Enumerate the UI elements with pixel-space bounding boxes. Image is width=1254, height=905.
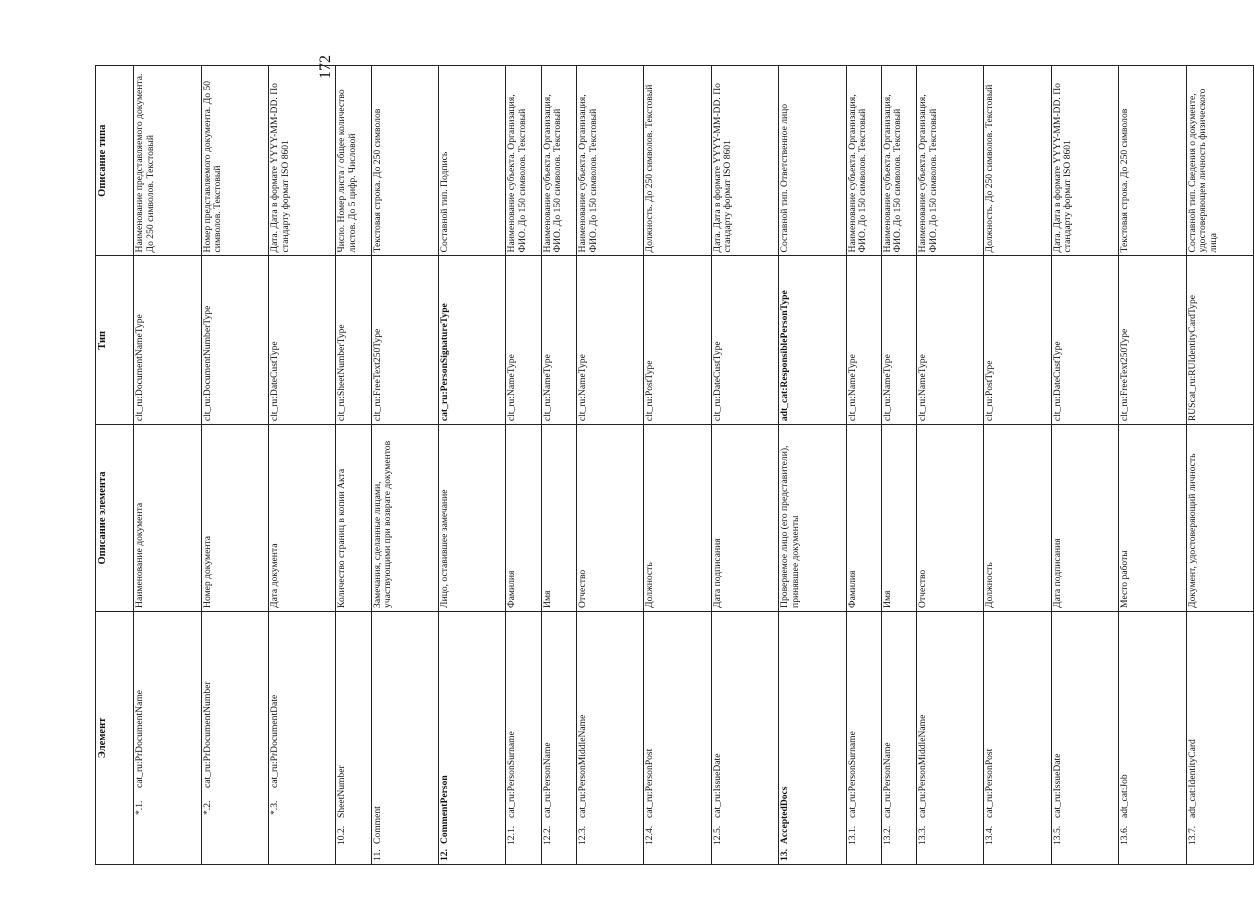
element-number: 13.6. [1119, 825, 1131, 845]
cell-type: adt_cat:ResponsiblePersonType [779, 256, 846, 425]
cell-element [371, 611, 438, 864]
table-header-row [96, 66, 134, 865]
element-name: cat_ru:PersonSurname [846, 731, 858, 818]
element-name: cat_ru:IssueDate [1051, 753, 1063, 818]
cell-element [1186, 611, 1253, 864]
element-name: cat_ru:PrDocumentName [134, 689, 146, 788]
cell-type-description: Текстовая строка. До 250 символов [371, 66, 438, 256]
cell-type-description: Дата. Дата в формате YYYY-MM-DD. По стандарту формат ISO 8601 [269, 66, 336, 256]
table-row [1119, 66, 1186, 865]
cell-type-description: Составной тип. Ответственное лицо [779, 66, 846, 256]
table-row [371, 66, 438, 865]
cell-description: Наименование документа [134, 425, 201, 612]
cell-type-description: Наименование субъекта. Организация, ФИО. До 150 символов. Текстовый [506, 66, 541, 256]
header-type: Тип [96, 256, 134, 425]
cell-type-description: Составной тип. Сведения о документе, удостоверяющем личность физического лица [1186, 66, 1253, 256]
table-row [846, 66, 881, 865]
element-number: 13.7. [1186, 825, 1198, 845]
element-number: 12.4. [644, 825, 656, 845]
table-row [1051, 66, 1118, 865]
element-name: cat_ru:PersonPost [984, 748, 996, 818]
table-row [1186, 66, 1253, 865]
cell-description: Отчество [916, 425, 983, 612]
cell-type-description: Наименование субъекта. Организация, ФИО. До 150 символов. Текстовый [881, 66, 916, 256]
element-number: *.1. [134, 800, 146, 815]
cell-type-description: Составной тип. Подпись [439, 66, 506, 256]
element-number: 12.3. [576, 825, 588, 845]
cell-type-description: Наименование субъекта. Организация, ФИО. До 150 символов. Текстовый [541, 66, 576, 256]
element-number: *.3. [269, 800, 281, 815]
table-row [336, 66, 371, 865]
cell-type: cat_ru:PersonSignatureType [439, 256, 506, 425]
table-row [134, 66, 201, 865]
element-number: 12. [439, 849, 451, 861]
element-name: cat_ru:IssueDate [711, 753, 723, 818]
cell-description: Должность [984, 425, 1051, 612]
cell-type-description: Наименование субъекта. Организация, ФИО. До 150 символов. Текстовый [576, 66, 643, 256]
element-number: 12.2. [541, 825, 553, 845]
element-number: 13.3. [916, 825, 928, 845]
cell-element [201, 611, 268, 864]
element-number: 13.1. [846, 825, 858, 845]
cell-element [916, 611, 983, 864]
element-name: AcceptedDocs [779, 786, 791, 844]
table-row [269, 66, 336, 865]
cell-description: Количество страниц в копии Акта [336, 425, 371, 612]
cell-type-description: Дата. Дата в формате YYYY-MM-DD. По стандарту формат ISO 8601 [1051, 66, 1118, 256]
cell-description: Дата подписания [1051, 425, 1118, 612]
element-number: 12.5. [711, 825, 723, 845]
element-number: 13.5. [1051, 825, 1063, 845]
element-number: *.2. [201, 800, 213, 815]
cell-type: clt_ru:DocumentNameType [134, 256, 201, 425]
header-element: Элемент [96, 611, 134, 864]
cell-description: Должность [644, 425, 711, 612]
table-row [439, 66, 506, 865]
cell-element [336, 611, 371, 864]
table-row [201, 66, 268, 865]
cell-type: clt_ru:NameType [881, 256, 916, 425]
cell-type-description: Номер представляемого документа. До 50 символов. Текстовый [201, 66, 268, 256]
cell-description: Фамилия [846, 425, 881, 612]
cell-description: Имя [881, 425, 916, 612]
element-name: cat_ru:PersonSurname [506, 731, 518, 818]
cell-element [644, 611, 711, 864]
cell-type: clt_ru:DateCustType [1051, 256, 1118, 425]
cell-type: clt_ru:NameType [541, 256, 576, 425]
element-number: 11. [371, 849, 383, 861]
cell-element [846, 611, 881, 864]
rotated-content [95, 65, 1220, 865]
cell-type: clt_ru:DateCustType [711, 256, 778, 425]
element-number: 13.2. [881, 825, 893, 845]
cell-type: clt_ru:SheetNumberType [336, 256, 371, 425]
cell-type-description: Число. Номер листа / общее количество листов. До 5 цифр. Числовой [336, 66, 371, 256]
cell-description: Номер документа [201, 425, 268, 612]
cell-element [134, 611, 201, 864]
table-row [984, 66, 1051, 865]
cell-type: clt_ru:NameType [576, 256, 643, 425]
element-name: CommentPerson [439, 775, 451, 844]
page-number: 172 [317, 55, 334, 79]
element-name: cat_ru:PrDocumentDate [269, 694, 281, 788]
table-row [916, 66, 983, 865]
table-row [541, 66, 576, 865]
cell-type: clt_ru:PostType [984, 256, 1051, 425]
element-name: cat_ru:PersonPost [644, 748, 656, 818]
element-number: 12.1. [506, 825, 518, 845]
element-table [95, 65, 1254, 865]
cell-element [711, 611, 778, 864]
table-row [644, 66, 711, 865]
cell-type-description: Должность. До 250 символов. Текстовый [644, 66, 711, 256]
cell-type: clt_ru:NameType [916, 256, 983, 425]
cell-element [541, 611, 576, 864]
cell-description: Проверяемое лицо (его представители), принявшее документы [779, 425, 846, 612]
cell-description: Замечания, сделанные лицами, участвующими при возврате документов [371, 425, 438, 612]
cell-element [881, 611, 916, 864]
table-row [779, 66, 846, 865]
element-number: 13. [779, 849, 791, 861]
element-number: 13.4. [984, 825, 996, 845]
cell-type-description: Наименование субъекта. Организация, ФИО. До 150 символов. Текстовый [916, 66, 983, 256]
element-name: cat_ru:PersonMiddleName [916, 714, 928, 818]
cell-element [269, 611, 336, 864]
element-name: Comment [371, 806, 383, 844]
cell-type-description: Наименование представляемого документа. До 250 символов. Текстовый [134, 66, 201, 256]
table-row [506, 66, 541, 865]
cell-description: Имя [541, 425, 576, 612]
cell-type-description: Должность. До 250 символов. Текстовый [984, 66, 1051, 256]
table-row [711, 66, 778, 865]
element-name: cat_ru:PersonName [541, 742, 553, 818]
cell-element [1051, 611, 1118, 864]
cell-type: clt_ru:NameType [846, 256, 881, 425]
table-row [576, 66, 643, 865]
cell-description: Документ, удостоверяющий личность [1186, 425, 1253, 612]
cell-type-description: Текстовая строка. До 250 символов [1119, 66, 1186, 256]
element-name: cat_ru:PersonMiddleName [576, 714, 588, 818]
cell-type: clt_ru:NameType [506, 256, 541, 425]
cell-type: RUScat_ru:RUIdentityCardType [1186, 256, 1253, 425]
table-row [881, 66, 916, 865]
cell-description: Место работы [1119, 425, 1186, 612]
cell-element [506, 611, 541, 864]
cell-type: clt_ru:DateCustType [269, 256, 336, 425]
cell-description: Лицо, оставившее замечание [439, 425, 506, 612]
element-name: SheetNumber [336, 765, 348, 818]
cell-element [1119, 611, 1186, 864]
cell-type-description: Дата. Дата в формате YYYY-MM-DD. По стандарту формат ISO 8601 [711, 66, 778, 256]
element-name: adt_cat:IdentityCard [1186, 739, 1198, 818]
element-number: 10.2. [336, 825, 348, 845]
cell-element [779, 611, 846, 864]
cell-description: Фамилия [506, 425, 541, 612]
element-name: cat_ru:PrDocumentNumber [201, 681, 213, 788]
cell-type: clt_ru:FreeText250Type [1119, 256, 1186, 425]
cell-element [576, 611, 643, 864]
cell-type-description: Наименование субъекта. Организация, ФИО. До 150 символов. Текстовый [846, 66, 881, 256]
element-name: cat_ru:PersonName [881, 742, 893, 818]
cell-type: clt_ru:PostType [644, 256, 711, 425]
cell-type: clt_ru:DocumentNumberType [201, 256, 268, 425]
element-name: adt_cat:Job [1119, 774, 1131, 818]
cell-description: Отчество [576, 425, 643, 612]
cell-element [439, 611, 506, 864]
header-description: Описание элемента [96, 425, 134, 612]
cell-description: Дата подписания [711, 425, 778, 612]
cell-description: Дата документа [269, 425, 336, 612]
cell-type: clt_ru:FreeText250Type [371, 256, 438, 425]
header-type-description: Описание типа [96, 66, 134, 256]
cell-element [984, 611, 1051, 864]
